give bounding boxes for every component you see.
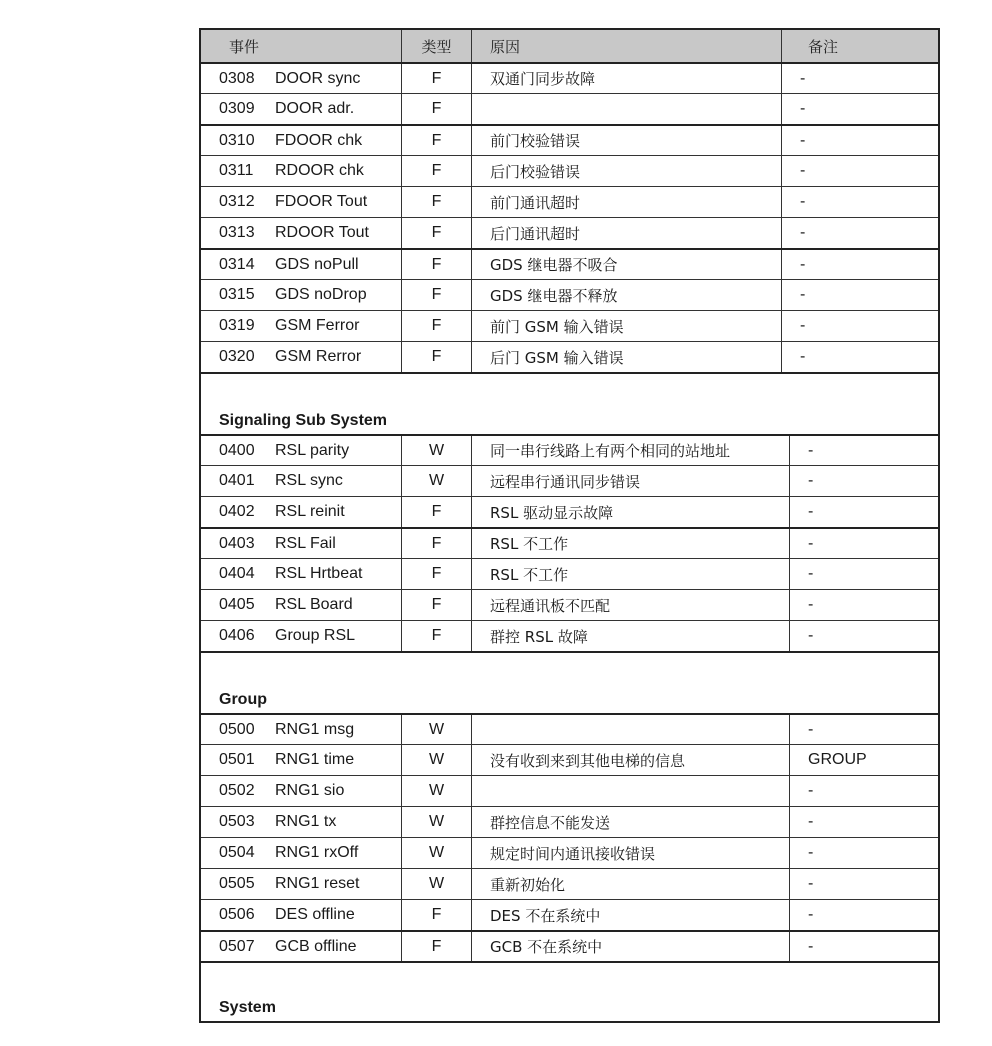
event-cell [201, 807, 401, 837]
type-cell: F [401, 900, 471, 930]
table-row [201, 186, 938, 217]
event-name: Group RSL [275, 627, 356, 644]
event-cell [201, 342, 401, 372]
reason-cell: 后门通讯超时 [471, 218, 781, 248]
event-name: RSL sync [275, 472, 343, 489]
type-cell: F [401, 280, 471, 310]
event-cell [201, 900, 401, 930]
reason-cell: RSL 驱动显示故障 [471, 497, 789, 527]
type-cell: F [401, 250, 471, 279]
note-cell: - [789, 621, 938, 651]
event-cell [201, 529, 401, 558]
event-name: DOOR sync [275, 69, 361, 87]
note-cell: - [781, 187, 938, 217]
event-cell [201, 156, 401, 186]
reason-cell: 后门 GSM 输入错误 [471, 342, 781, 372]
event-name: GDS noPull [275, 255, 359, 273]
event-cell [201, 869, 401, 899]
event-cell [201, 311, 401, 341]
event-name: RNG1 reset [275, 875, 360, 892]
reason-cell: 后门校验错误 [471, 156, 781, 186]
section-title-signaling: Signaling Sub System [219, 412, 388, 429]
reason-cell [471, 715, 789, 744]
reason-cell: 双通门同步故障 [471, 64, 781, 93]
type-cell: F [401, 529, 471, 558]
event-name: RDOOR Tout [275, 224, 369, 241]
event-name: RNG1 time [275, 751, 355, 768]
note-cell: - [789, 559, 938, 589]
table-row [201, 341, 938, 372]
note-cell: - [789, 529, 938, 558]
note-cell: - [781, 156, 938, 186]
note-cell: - [789, 776, 938, 806]
event-name: DES offline [275, 906, 355, 923]
event-code: 0402 [219, 503, 255, 520]
reason-cell: 远程通讯板不匹配 [471, 590, 789, 620]
event-code: 0401 [219, 472, 255, 489]
note-cell: - [789, 590, 938, 620]
event-name: RNG1 sio [275, 782, 345, 799]
note-cell: - [789, 932, 938, 961]
event-cell [201, 466, 401, 496]
reason-cell [471, 776, 789, 806]
table-row [201, 806, 938, 837]
event-code: 0312 [219, 193, 255, 210]
note-cell: - [781, 280, 938, 310]
table-row [201, 248, 938, 279]
event-code: 0505 [219, 875, 255, 892]
reason-cell: 群控 RSL 故障 [471, 621, 789, 651]
event-cell [201, 590, 401, 620]
note-cell: - [789, 900, 938, 930]
event-code: 0406 [219, 627, 255, 644]
type-cell: W [401, 466, 471, 496]
event-cell [201, 250, 401, 279]
note-cell: - [789, 497, 938, 527]
reason-cell: 群控信息不能发送 [471, 807, 789, 837]
header-event: 事件 [229, 37, 260, 56]
table-row [201, 837, 938, 868]
event-code: 0500 [219, 720, 255, 738]
event-name: GCB offline [275, 937, 357, 955]
note-cell: - [781, 311, 938, 341]
event-name: RSL parity [275, 441, 350, 459]
event-name: FDOOR Tout [275, 193, 368, 210]
event-cell [201, 187, 401, 217]
event-name: GDS noDrop [275, 286, 367, 303]
header-reason: 原因 [471, 30, 781, 62]
table-row [201, 434, 938, 465]
note-cell: - [789, 869, 938, 899]
event-code: 0501 [219, 751, 255, 768]
note-cell: - [781, 94, 938, 124]
event-code: 0400 [219, 441, 255, 459]
reason-cell: RSL 不工作 [471, 559, 789, 589]
event-name: RSL Hrtbeat [275, 565, 363, 582]
note-cell: - [781, 342, 938, 372]
event-cell [201, 64, 401, 93]
section-title-system: System [219, 999, 276, 1016]
event-table [199, 28, 940, 1023]
event-code: 0504 [219, 844, 255, 861]
reason-cell: GCB 不在系统中 [471, 932, 789, 961]
event-name: GSM Rerror [275, 348, 362, 365]
note-cell: - [789, 466, 938, 496]
table-row [201, 496, 938, 527]
table-row [201, 279, 938, 310]
event-code: 0320 [219, 348, 255, 365]
event-name: RNG1 rxOff [275, 844, 359, 861]
reason-cell: 重新初始化 [471, 869, 789, 899]
note-cell: - [789, 715, 938, 744]
table-row [201, 217, 938, 248]
reason-cell: GDS 继电器不吸合 [471, 250, 781, 279]
table-row [201, 775, 938, 806]
type-cell: F [401, 218, 471, 248]
type-cell: F [401, 64, 471, 93]
table-row [201, 93, 938, 124]
type-cell: F [401, 621, 471, 651]
reason-cell: 前门通讯超时 [471, 187, 781, 217]
reason-cell: 远程串行通讯同步错误 [471, 466, 789, 496]
type-cell: W [401, 869, 471, 899]
header-note: 备注 [781, 30, 938, 62]
reason-cell: 前门校验错误 [471, 126, 781, 155]
reason-cell: 前门 GSM 输入错误 [471, 311, 781, 341]
table-row [201, 124, 938, 155]
event-cell [201, 621, 401, 651]
type-cell: F [401, 94, 471, 124]
section-system [201, 961, 938, 1021]
event-name: RSL Fail [275, 534, 336, 552]
type-cell: W [401, 436, 471, 465]
door-rows [201, 62, 938, 372]
event-code: 0502 [219, 782, 255, 799]
table-header [201, 30, 938, 62]
event-code: 0308 [219, 69, 255, 87]
type-cell: F [401, 559, 471, 589]
event-cell [201, 126, 401, 155]
table-row [201, 155, 938, 186]
type-cell: F [401, 311, 471, 341]
table-row [201, 930, 938, 961]
event-name: RNG1 tx [275, 813, 337, 830]
event-cell [201, 94, 401, 124]
reason-cell: 没有收到来到其他电梯的信息 [471, 745, 789, 775]
event-code: 0315 [219, 286, 255, 303]
event-cell [201, 218, 401, 248]
note-cell: - [789, 807, 938, 837]
reason-cell: 规定时间内通讯接收错误 [471, 838, 789, 868]
type-cell: W [401, 807, 471, 837]
event-cell [201, 436, 401, 465]
event-name: RSL Board [275, 596, 353, 613]
event-code: 0503 [219, 813, 255, 830]
type-cell: F [401, 497, 471, 527]
table-row [201, 868, 938, 899]
note-cell: GROUP [789, 745, 938, 775]
event-code: 0314 [219, 255, 255, 273]
event-code: 0507 [219, 937, 255, 955]
event-code: 0309 [219, 100, 255, 117]
event-cell [201, 715, 401, 744]
type-cell: F [401, 342, 471, 372]
event-code: 0313 [219, 224, 255, 241]
note-cell: - [781, 250, 938, 279]
table-row [201, 713, 938, 744]
type-cell: W [401, 715, 471, 744]
table-row [201, 620, 938, 651]
table-row [201, 310, 938, 341]
event-code: 0506 [219, 906, 255, 923]
table-row [201, 465, 938, 496]
event-cell [201, 932, 401, 961]
event-name: FDOOR chk [275, 131, 363, 149]
section-title-group: Group [219, 691, 267, 708]
note-cell: - [781, 218, 938, 248]
reason-cell: 同一串行线路上有两个相同的站地址 [471, 436, 789, 465]
reason-cell: DES 不在系统中 [471, 900, 789, 930]
event-cell [201, 280, 401, 310]
event-code: 0311 [219, 162, 254, 179]
type-cell: F [401, 156, 471, 186]
event-code: 0403 [219, 534, 255, 552]
event-cell [201, 497, 401, 527]
event-name: RNG1 msg [275, 720, 355, 738]
type-cell: W [401, 838, 471, 868]
note-cell: - [789, 436, 938, 465]
reason-cell [471, 94, 781, 124]
event-cell [201, 776, 401, 806]
event-name: RSL reinit [275, 503, 345, 520]
group-rows [201, 713, 938, 961]
table-row [201, 558, 938, 589]
event-code: 0405 [219, 596, 255, 613]
event-name: GSM Ferror [275, 317, 360, 334]
type-cell: F [401, 187, 471, 217]
type-cell: F [401, 590, 471, 620]
event-cell [201, 838, 401, 868]
section-signaling [201, 372, 938, 434]
event-name: RDOOR chk [275, 162, 364, 179]
type-cell: F [401, 932, 471, 961]
event-cell [201, 559, 401, 589]
event-code: 0319 [219, 317, 255, 334]
table-row [201, 589, 938, 620]
table-row [201, 744, 938, 775]
note-cell: - [781, 126, 938, 155]
event-name: DOOR adr. [275, 100, 355, 117]
section-group [201, 651, 938, 713]
reason-cell: RSL 不工作 [471, 529, 789, 558]
table-row [201, 899, 938, 930]
table-row [201, 62, 938, 93]
event-code: 0404 [219, 565, 255, 582]
note-cell: - [781, 64, 938, 93]
header-type: 类型 [401, 30, 471, 62]
type-cell: W [401, 745, 471, 775]
event-cell [201, 745, 401, 775]
signaling-rows [201, 434, 938, 651]
type-cell: W [401, 776, 471, 806]
reason-cell: GDS 继电器不释放 [471, 280, 781, 310]
event-code: 0310 [219, 131, 255, 149]
type-cell: F [401, 126, 471, 155]
note-cell: - [789, 838, 938, 868]
table-row [201, 527, 938, 558]
